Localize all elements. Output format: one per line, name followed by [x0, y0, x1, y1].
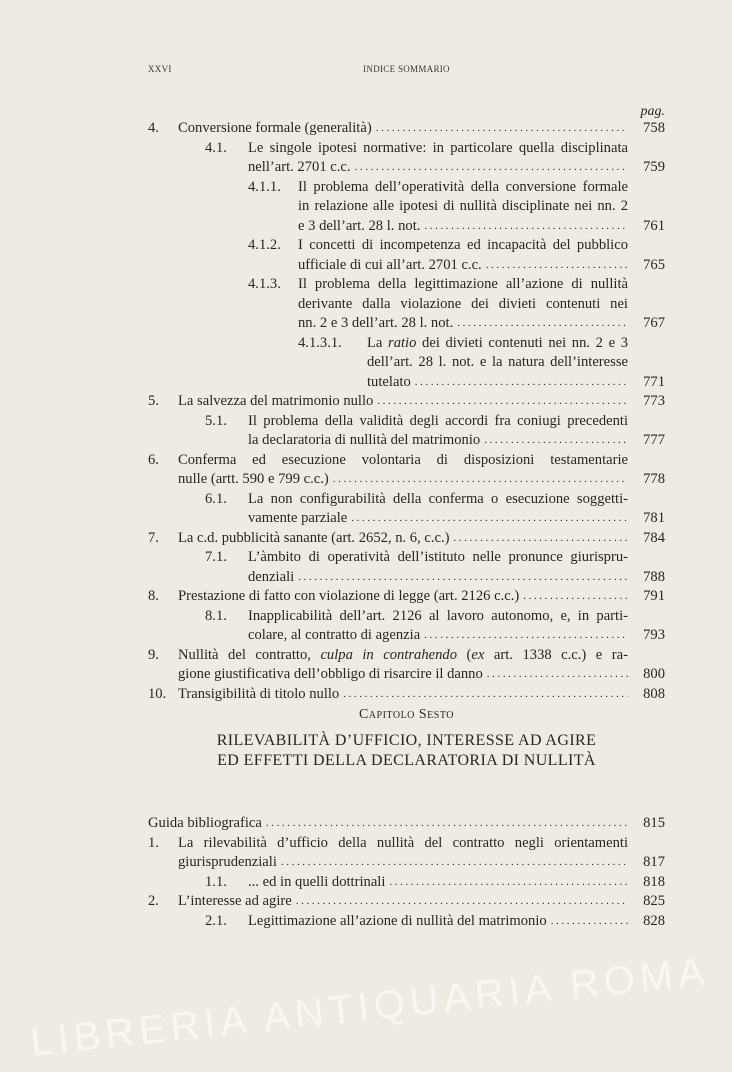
- toc-entry-text-content: [178, 392, 373, 412]
- toc-entry-line: [148, 685, 665, 705]
- dot-leader: [333, 470, 628, 490]
- toc-entry-text: [178, 392, 628, 412]
- toc-entry-number: 5.: [148, 393, 159, 409]
- toc-entry-line: [148, 873, 665, 893]
- toc-page-number: 825: [643, 893, 665, 909]
- toc-entry-text-content: [178, 587, 519, 607]
- toc-entry-text-content: [298, 256, 482, 276]
- text-segment: Il problema dell’operatività della conversione formale: [298, 178, 628, 195]
- toc-entry-line: [148, 178, 665, 198]
- toc-entry-line: [148, 295, 665, 315]
- toc-entry-number: 2.: [148, 893, 159, 909]
- text-segment: I concetti di incompetenza ed incapacità del pubblico: [298, 237, 628, 253]
- text-segment: Transigibilità di titolo nullo: [178, 685, 340, 702]
- toc-entry-line: [148, 314, 665, 334]
- toc-entry-number: 8.: [148, 588, 159, 604]
- dot-leader: [281, 853, 628, 873]
- italic-term: culpa in contrahendo: [320, 646, 458, 663]
- text-segment: Le singole ipotesi normative: in particolare quella disciplinata: [248, 139, 628, 156]
- dot-leader: [424, 217, 628, 237]
- text-segment: Guida bibliografica: [148, 815, 262, 831]
- dot-leader: [266, 814, 628, 834]
- dot-leader: [389, 873, 628, 893]
- watermark: LIBRERIA ANTIQUARIA ROMA: [28, 949, 712, 1065]
- toc-entry-line: [148, 853, 665, 873]
- text-segment: Conferma ed esecuzione volontaria di disposizioni testamentarie: [178, 451, 628, 468]
- toc-entry-text: [248, 158, 628, 178]
- dot-leader: [296, 892, 628, 912]
- toc-page-number: 815: [643, 815, 665, 831]
- toc-entry-line: [148, 529, 665, 549]
- toc-entry-number: 7.: [148, 529, 159, 546]
- text-segment: L’interesse ad agire: [178, 893, 292, 909]
- toc-page-number: 817: [643, 854, 665, 870]
- toc-entry-text: [367, 334, 628, 354]
- toc-entry-text: [178, 119, 628, 139]
- toc-entry-line: [148, 334, 665, 354]
- toc-entry-line: [148, 548, 665, 568]
- text-segment: ufficiale di cui all’art. 2701 c.c.: [298, 256, 482, 273]
- toc-entry-text: [248, 548, 628, 568]
- toc-entry-text: [298, 197, 628, 217]
- toc-entry-text: [248, 912, 628, 932]
- toc-entry-number: 4.: [148, 120, 159, 136]
- toc-page-number: 771: [643, 373, 665, 390]
- dot-leader: [377, 392, 628, 412]
- toc-entry-line: [148, 470, 665, 490]
- text-segment: colare, al contratto di agenzia: [248, 627, 421, 643]
- toc-entry-number: 5.1.: [205, 412, 227, 429]
- chapter-title-line: ED EFFETTI DELLA DECLARATORIA DI NULLITÀ: [217, 752, 596, 769]
- toc-page-number: 808: [643, 685, 665, 702]
- toc-entry-text: [178, 834, 628, 854]
- toc-entry-text: [248, 607, 628, 627]
- toc-page-number: 828: [643, 912, 665, 929]
- toc-entry-text: [298, 256, 628, 276]
- toc-entry-text: [367, 373, 628, 393]
- toc-entry-text: [298, 275, 628, 295]
- running-title: INDICE SOMMARIO: [363, 64, 450, 74]
- toc-entry-text-content: [148, 814, 262, 834]
- dot-leader: [351, 509, 628, 529]
- toc-page-number: 781: [643, 510, 665, 526]
- toc-entry-line: [148, 568, 665, 588]
- text-segment: gione giustificativa dell’obbligo di risarcire il danno: [178, 666, 483, 682]
- text-segment: La salvezza del matrimonio nullo: [178, 393, 374, 409]
- toc-entry-line: [148, 451, 665, 471]
- text-segment: Legittimazione all’azione di nullità del matrimonio: [248, 912, 547, 929]
- chapter-label: Capitolo Sesto: [358, 707, 455, 722]
- toc-entry-text-content: [178, 119, 372, 139]
- text-segment: in relazione alle ipotesi di nullità disciplinate nei nn. 2: [298, 198, 628, 214]
- toc-entry-text-content: [178, 529, 450, 549]
- toc-entry-text: [248, 873, 628, 893]
- toc-page-number: 800: [643, 666, 665, 682]
- toc-entry-text-content: [178, 665, 483, 685]
- chapter-title-line: RILEVABILITÀ D’UFFICIO, INTERESSE AD AGIRE: [216, 732, 597, 749]
- toc-entry-text-content: [248, 568, 294, 588]
- toc-entry-line: [148, 373, 665, 393]
- toc-entry-text-content: [248, 873, 385, 893]
- dot-leader: [487, 665, 628, 685]
- toc-entry-text-content: [178, 853, 277, 873]
- toc-entry-text: [178, 892, 628, 912]
- toc-page-number: 765: [643, 256, 665, 273]
- dot-leader: [457, 314, 628, 334]
- toc-entry-number: 4.1.1.: [248, 178, 281, 195]
- dot-leader: [355, 158, 628, 178]
- dot-leader: [523, 587, 628, 607]
- text-segment: Il problema della legittimazione all’azione di nullità: [298, 276, 628, 292]
- text-segment: Inapplicabilità dell’art. 2126 al lavoro autonomo, e, in parti-: [248, 607, 628, 624]
- text-segment: (: [457, 646, 472, 663]
- page-column-label: pag.: [640, 104, 665, 119]
- toc-entry-text: [178, 470, 628, 490]
- dot-leader: [454, 529, 628, 549]
- italic-term: ex: [471, 646, 485, 663]
- toc-entry-line: [148, 646, 665, 666]
- text-segment: Conversione formale (generalità): [178, 120, 372, 136]
- toc-entry-line: [148, 392, 665, 412]
- toc-entry-text-content: [298, 314, 453, 334]
- toc-entry-line: [148, 626, 665, 646]
- text-segment: nulle (artt. 590 e 799 c.c.): [178, 471, 329, 487]
- toc-entry-line: [148, 509, 665, 529]
- toc-page-number: 791: [643, 588, 665, 604]
- toc-entry-text-content: [298, 217, 420, 237]
- toc-entry-text: [178, 451, 628, 471]
- text-segment: nell’art. 2701 c.c.: [248, 159, 351, 175]
- toc-page-number: 777: [643, 432, 665, 448]
- toc-entry-number: 4.1.3.: [248, 276, 281, 292]
- italic-term: ratio: [388, 334, 417, 351]
- toc-entry-line: [148, 236, 665, 256]
- toc-entry-number: 1.: [148, 834, 159, 851]
- toc-entry-text: [248, 626, 628, 646]
- dot-leader: [424, 626, 628, 646]
- toc-entry-text-content: [248, 912, 547, 932]
- toc-entry-text: [178, 665, 628, 685]
- toc-entry-number: 8.1.: [205, 607, 227, 624]
- dot-leader: [376, 119, 628, 139]
- toc-list-bottom: [148, 814, 665, 931]
- toc-entry-line: [148, 139, 665, 159]
- toc-entry-text: [178, 646, 628, 666]
- toc-entry-text: [148, 814, 628, 834]
- toc-entry-number: 4.1.: [205, 139, 227, 156]
- toc-entry-number: 9.: [148, 646, 159, 663]
- toc-entry-line: [148, 814, 665, 834]
- toc-entry-number: 10.: [148, 685, 167, 702]
- toc-entry-text: [248, 412, 628, 432]
- toc-entry-line: [148, 587, 665, 607]
- toc-entry-line: [148, 353, 665, 373]
- dot-leader: [415, 373, 628, 393]
- toc-entry-text: [248, 139, 628, 159]
- toc-entry-text: [298, 236, 628, 256]
- toc-page-number: 818: [643, 873, 665, 890]
- toc-entry-text-content: [367, 373, 411, 393]
- toc-entry-line: [148, 197, 665, 217]
- dot-leader: [551, 912, 628, 932]
- toc-page-number: 761: [643, 217, 665, 234]
- text-segment: dei divieti contenuti nei nn. 2 e 3: [416, 334, 628, 351]
- text-segment: art. 1338 c.c.) e ra-: [484, 646, 628, 663]
- dot-leader: [298, 568, 628, 588]
- toc-entry-line: [148, 256, 665, 276]
- toc-entry-number: 4.1.2.: [248, 237, 281, 253]
- toc-entry-text: [178, 529, 628, 549]
- toc-page-number: 773: [643, 393, 665, 409]
- text-segment: Il problema della validità degli accordi fra coniugi precedenti: [248, 412, 628, 429]
- toc-entry-text-content: [178, 892, 292, 912]
- text-segment: La rilevabilità d’ufficio della nullità del contratto negli orientamenti: [178, 834, 628, 851]
- toc-entry-text: [178, 853, 628, 873]
- text-segment: giurisprudenziali: [178, 854, 277, 870]
- toc-entry-line: [148, 607, 665, 627]
- toc-entry-line: [148, 275, 665, 295]
- toc-entry-text: [248, 431, 628, 451]
- toc-entry-text-content: [248, 431, 480, 451]
- toc-entry-text-content: [248, 158, 351, 178]
- text-segment: La c.d. pubblicità sanante (art. 2652, n. 6, c.c.): [178, 529, 450, 546]
- toc-entry-line: [148, 892, 665, 912]
- text-segment: e 3 dell’art. 28 l. not.: [298, 217, 421, 234]
- text-segment: Nullità del contratto,: [178, 646, 321, 663]
- toc-entry-line: [148, 665, 665, 685]
- text-segment: la declaratoria di nullità del matrimonio: [248, 432, 481, 448]
- text-segment: ... ed in quelli dottrinali: [248, 873, 386, 890]
- toc-entry-number: 6.1.: [205, 490, 227, 507]
- toc-entry-line: [148, 217, 665, 237]
- toc-entry-text: [367, 353, 628, 373]
- text-segment: nn. 2 e 3 dell’art. 28 l. not.: [298, 315, 454, 331]
- chapter-title: [148, 731, 665, 771]
- toc-page-number: 759: [643, 159, 665, 175]
- toc-entry-number: 6.: [148, 451, 159, 468]
- toc-entry-text: [298, 217, 628, 237]
- toc-list-top: [148, 119, 665, 704]
- text-segment: L’àmbito di operatività dell’istituto nelle pronunce giurispru-: [248, 549, 628, 565]
- toc-entry-text: [178, 587, 628, 607]
- toc-entry-text-content: [178, 470, 329, 490]
- dot-leader: [486, 256, 628, 276]
- toc-entry-line: [148, 490, 665, 510]
- dot-leader: [484, 431, 628, 451]
- toc-page-number: 788: [643, 568, 665, 585]
- page-folio: XXVI: [148, 64, 172, 74]
- toc-page-number: 767: [643, 315, 665, 331]
- toc-entry-line: [148, 119, 665, 139]
- text-segment: La: [367, 334, 389, 351]
- text-segment: derivante dalla violazione dei divieti contenuti nei: [298, 295, 628, 312]
- toc-entry-text: [298, 295, 628, 315]
- text-segment: Prestazione di fatto con violazione di legge (art. 2126 c.c.): [178, 588, 520, 604]
- toc-entry-text: [248, 568, 628, 588]
- toc-entry-line: [148, 912, 665, 932]
- text-segment: vamente parziale: [248, 510, 348, 526]
- toc-entry-text: [248, 490, 628, 510]
- text-segment: La non configurabilità della conferma o esecuzione soggetti-: [248, 490, 628, 507]
- dot-leader: [343, 685, 628, 705]
- toc-page-number: 784: [643, 529, 665, 546]
- toc-entry-number: 4.1.3.1.: [298, 334, 342, 351]
- toc-entry-line: [148, 834, 665, 854]
- toc-entry-text-content: [248, 509, 347, 529]
- toc-entry-line: [148, 158, 665, 178]
- toc-page-number: 793: [643, 627, 665, 643]
- toc-entry-number: 2.1.: [205, 912, 227, 929]
- toc-entry-line: [148, 431, 665, 451]
- text-segment: tutelato: [367, 373, 411, 390]
- toc-entry-text: [298, 178, 628, 198]
- toc-entry-text: [298, 314, 628, 334]
- text-segment: denziali: [248, 568, 295, 585]
- toc-entry-text-content: [248, 626, 420, 646]
- text-segment: dell’art. 28 l. not. e la natura dell’interesse: [367, 354, 628, 370]
- toc-entry-text: [178, 685, 628, 705]
- toc-page-number: 778: [643, 471, 665, 487]
- toc-entry-line: [148, 412, 665, 432]
- toc-entry-number: 7.1.: [205, 549, 227, 565]
- toc-page-number: 758: [643, 120, 665, 136]
- toc-entry-text: [248, 509, 628, 529]
- toc-entry-text-content: [178, 685, 339, 705]
- toc-entry-number: 1.1.: [205, 873, 227, 890]
